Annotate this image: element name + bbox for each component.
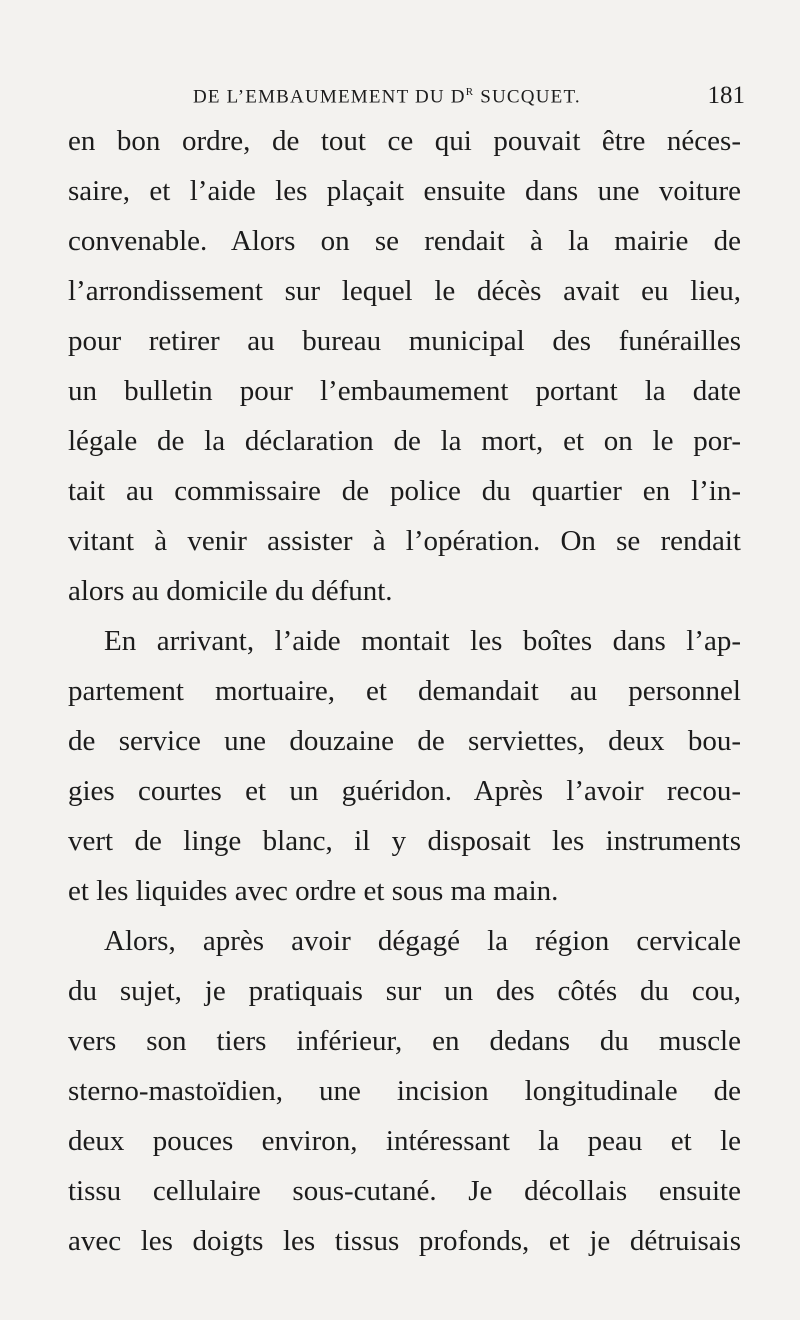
text-line-23: avec les doigts les tissus profonds, et je détruisais — [68, 1225, 741, 1257]
text-line-19: vers son tiers inférieur, en dedans du muscle — [68, 1025, 741, 1057]
running-title-superscript: R — [465, 86, 475, 98]
text-line-8: tait au commissaire de police du quartier en l’in- — [68, 475, 741, 507]
text-line-12: partement mortuaire, et demandait au personnel — [68, 675, 741, 707]
text-line-13: de service une douzaine de serviettes, deux bou- — [68, 725, 741, 757]
page-number: 181 — [707, 82, 745, 109]
text-line-11: En arrivant, l’aide montait les boîtes dans l’ap- — [104, 625, 741, 657]
text-line-3: convenable. Alors on se rendait à la mairie de — [68, 225, 741, 257]
text-line-18: du sujet, je pratiquais sur un des côtés du cou, — [68, 975, 741, 1007]
text-line-17: Alors, après avoir dégagé la région cervicale — [104, 925, 741, 957]
running-head — [193, 82, 753, 116]
text-line-21: deux pouces environ, intéressant la peau et le — [68, 1125, 741, 1157]
text-line-15: vert de linge blanc, il y disposait les instruments — [68, 825, 741, 857]
text-line-10: alors au domicile du défunt. — [68, 575, 393, 607]
text-line-16: et les liquides avec ordre et sous ma main. — [68, 875, 559, 907]
text-line-22: tissu cellulaire sous-cutané. Je décollais ensuite — [68, 1175, 741, 1207]
text-line-2: saire, et l’aide les plaçait ensuite dans une voiture — [68, 175, 741, 207]
running-title-suffix: SUCQUET. — [474, 86, 581, 108]
text-line-7: légale de la déclaration de la mort, et on le por- — [68, 425, 741, 457]
text-line-9: vitant à venir assister à l’opération. On se rendait — [68, 525, 741, 557]
text-line-14: gies courtes et un guéridon. Après l’avoir recou- — [68, 775, 741, 807]
text-line-5: pour retirer au bureau municipal des funérailles — [68, 325, 741, 357]
running-title-text: DE L’EMBAUMEMENT DU D — [193, 86, 466, 108]
text-line-20: sterno-mastoïdien, une incision longitudinale de — [68, 1075, 741, 1107]
running-title — [193, 86, 581, 108]
text-line-4: l’arrondissement sur lequel le décès avait eu lieu, — [68, 275, 741, 307]
text-line-6: un bulletin pour l’embaumement portant la date — [68, 375, 741, 407]
text-line-1: en bon ordre, de tout ce qui pouvait être néces- — [68, 125, 741, 157]
